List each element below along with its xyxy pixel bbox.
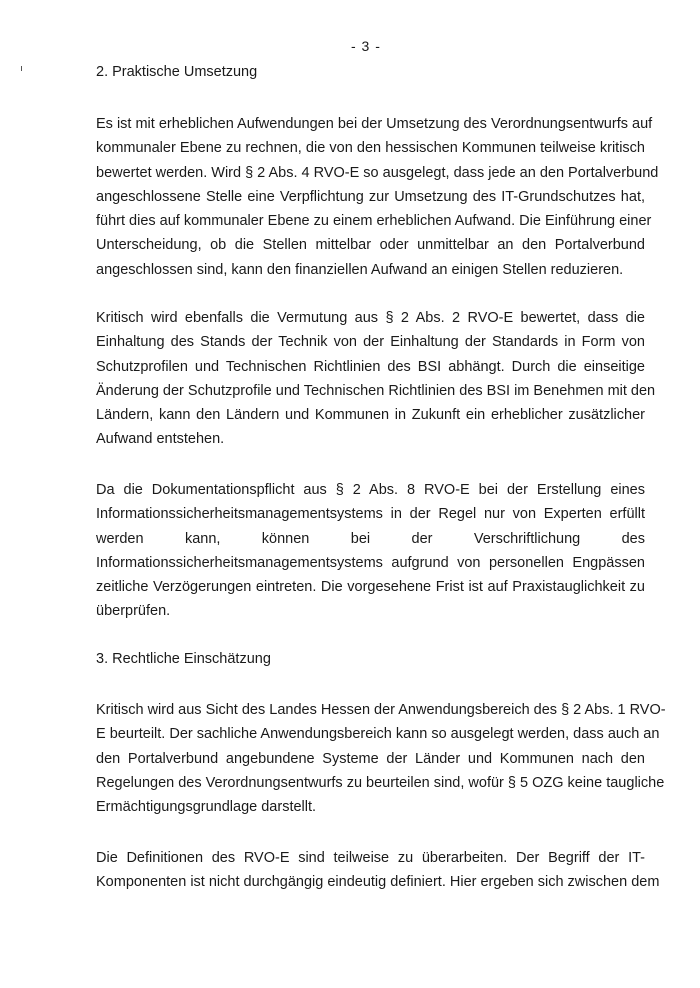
text-line: Es ist mit erheblichen Aufwendungen bei der Umsetzung des Verordnungsentwurfs auf — [96, 116, 653, 132]
text-line: kommunaler Ebene zu rechnen, die von den hessischen Kommunen teilweise kritisch — [96, 140, 645, 157]
text-line: Unterscheidung, ob die Stellen mittelbar oder unmittelbar an den Portalverbund — [96, 237, 645, 254]
page-number: - 3 - — [351, 38, 381, 54]
paragraph-aufwendungen — [96, 112, 659, 282]
text-line: überprüfen. — [96, 603, 171, 620]
text-line: Informationssicherheitsmanagementsystems aufgrund von personellen Engpässen — [96, 554, 645, 571]
text-line: Einhaltung des Stands der Technik von der Einhaltung der Standards in Form von — [96, 334, 645, 351]
paragraph-dokumentationspflicht — [96, 478, 645, 624]
text-line: zeitliche Verzögerungen eintreten. Die vorgesehene Frist ist auf Praxistauglichkeit zu — [96, 579, 645, 596]
text-line: Änderung der Schutzprofile und Technischen Richtlinien des BSI im Benehmen mit den — [96, 382, 656, 399]
text-line: Komponenten ist nicht durchgängig eindeutig definiert. Hier ergeben sich zwischen dem — [96, 874, 660, 891]
text-line: Da die Dokumentationspflicht aus § 2 Abs. 8 RVO-E bei der Erstellung eines — [96, 482, 645, 498]
margin-mark — [21, 66, 22, 71]
text-line: Die Definitionen des RVO-E sind teilweise zu überarbeiten. Der Begriff der IT- — [96, 850, 645, 866]
text-line: angeschlossen sind, kann den finanziellen Aufwand an einigen Stellen reduzieren. — [96, 261, 624, 278]
section-heading-praktische-umsetzung: 2. Praktische Umsetzung — [96, 64, 258, 80]
text-line: Kritisch wird aus Sicht des Landes Hessen der Anwendungsbereich des § 2 Abs. 1 RVO- — [96, 702, 666, 718]
section-heading-rechtliche-einschaetzung: 3. Rechtliche Einschätzung — [96, 651, 271, 667]
paragraph-anwendungsbereich — [96, 698, 666, 819]
paragraph-definitionen — [96, 846, 660, 895]
paragraph-vermutung — [96, 306, 656, 452]
text-line: Schutzprofilen und Technischen Richtlinien des BSI abhängt. Durch die einseitige — [96, 358, 645, 375]
text-line: Kritisch wird ebenfalls die Vermutung aus § 2 Abs. 2 RVO-E bewertet, dass die — [96, 310, 645, 326]
text-line: bewertet werden. Wird § 2 Abs. 4 RVO-E so ausgelegt, dass jede an den Portalverbund — [96, 164, 659, 181]
text-line: den Portalverbund angebundene Systeme der Länder und Kommunen nach den — [96, 750, 645, 767]
text-line: Ermächtigungsgrundlage darstellt. — [96, 799, 317, 816]
text-line: angeschlossene Stelle eine Verpflichtung zur Umsetzung des IT-Grundschutzes hat, — [96, 188, 645, 205]
text-line: Ländern, kann den Ländern und Kommunen in Zukunft ein erheblicher zusätzlicher — [96, 407, 645, 424]
text-line: Regelungen des Verordnungsentwurfs zu beurteilen sind, wofür § 5 OZG keine taugliche — [96, 774, 665, 791]
text-line: werden kann, können bei der Verschriftlichung des — [96, 530, 645, 547]
text-line: Aufwand entstehen. — [96, 431, 225, 448]
text-line: E beurteilt. Der sachliche Anwendungsbereich kann so ausgelegt werden, dass auch an — [96, 726, 660, 743]
text-line: führt dies auf kommunaler Ebene zu einem erheblichen Aufwand. Die Einführung einer — [96, 213, 652, 230]
text-line: Informationssicherheitsmanagementsystems in der Regel nur von Experten erfüllt — [96, 506, 645, 523]
